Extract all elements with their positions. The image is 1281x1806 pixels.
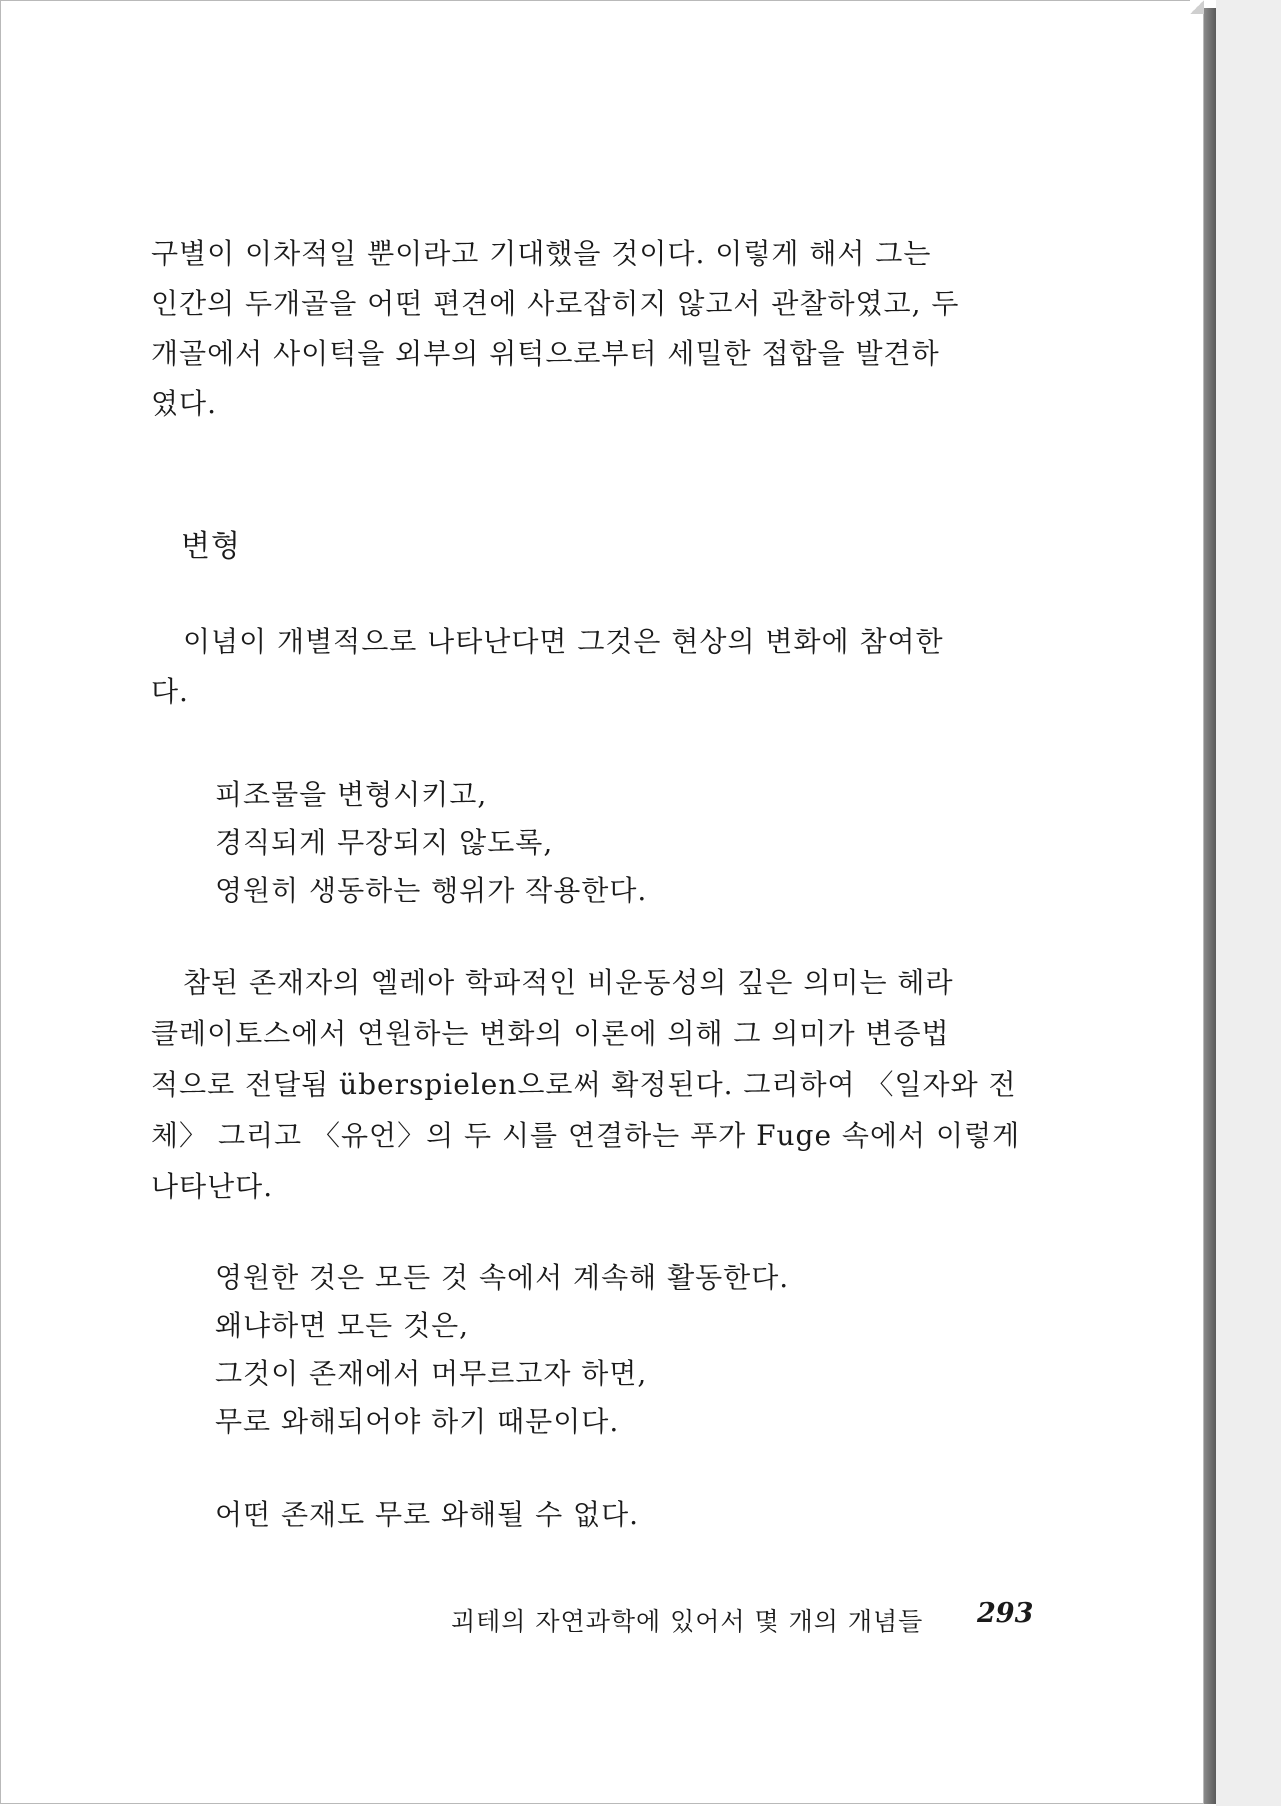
paragraph-1 — [151, 229, 1031, 429]
text-line: 개골에서 사이턱을 외부의 위턱으로부터 세밀한 접합을 발견하 — [151, 337, 940, 370]
text-line: 다. — [151, 675, 189, 708]
verse-line: 그것이 존재에서 머무르고자 하면, — [215, 1357, 648, 1390]
verse-line: 경직되게 무장되지 않도록, — [215, 826, 554, 859]
text-line: 인간의 두개골을 어떤 편견에 사로잡히지 않고서 관찰하였고, 두 — [151, 287, 960, 320]
verse-line: 피조물을 변형시키고, — [215, 778, 488, 811]
page-number: 293 — [977, 1598, 1034, 1629]
verse-block-1 — [215, 771, 1095, 915]
text-line: 참된 존재자의 엘레아 학파적인 비운동성의 깊은 의미는 헤라 — [183, 966, 954, 999]
verse-line: 무로 와해되어야 하기 때문이다. — [215, 1405, 620, 1438]
verse-line: 왜냐하면 모든 것은, — [215, 1309, 470, 1342]
text-line: 이념이 개별적으로 나타난다면 그것은 현상의 변화에 참여한 — [183, 625, 944, 658]
page-shadow — [1204, 8, 1216, 1804]
closing-line: 어떤 존재도 무로 와해될 수 없다. — [215, 1498, 640, 1531]
verse-line: 영원한 것은 모든 것 속에서 계속해 활동한다. — [215, 1261, 790, 1294]
running-head: 괴테의 자연과학에 있어서 몇 개의 개념들 — [451, 1607, 924, 1636]
text-line: 클레이토스에서 연원하는 변화의 이론에 의해 그 의미가 변증법 — [151, 1017, 950, 1050]
paragraph-2 — [151, 617, 1031, 717]
text-line: 구별이 이차적일 뿐이라고 기대했을 것이다. 이렇게 해서 그는 — [151, 237, 932, 270]
verse-block-2 — [215, 1254, 1095, 1446]
verse-line: 영원히 생동하는 행위가 작용한다. — [215, 874, 648, 907]
text-line: 체〉 그리고 〈유언〉의 두 시를 연결하는 푸가 Fuge 속에서 이렇게 — [151, 1119, 1021, 1152]
page-curl-corner — [1190, 0, 1204, 14]
paragraph-3 — [151, 957, 1031, 1212]
text-line: 였다. — [151, 387, 217, 420]
section-heading: 변형 — [181, 529, 241, 564]
text-line: 적으로 전달됨 überspielen으로써 확정된다. 그리하여 〈일자와 전 — [151, 1068, 1017, 1101]
text-line: 나타난다. — [151, 1170, 274, 1203]
viewer-margin — [1216, 0, 1281, 1806]
